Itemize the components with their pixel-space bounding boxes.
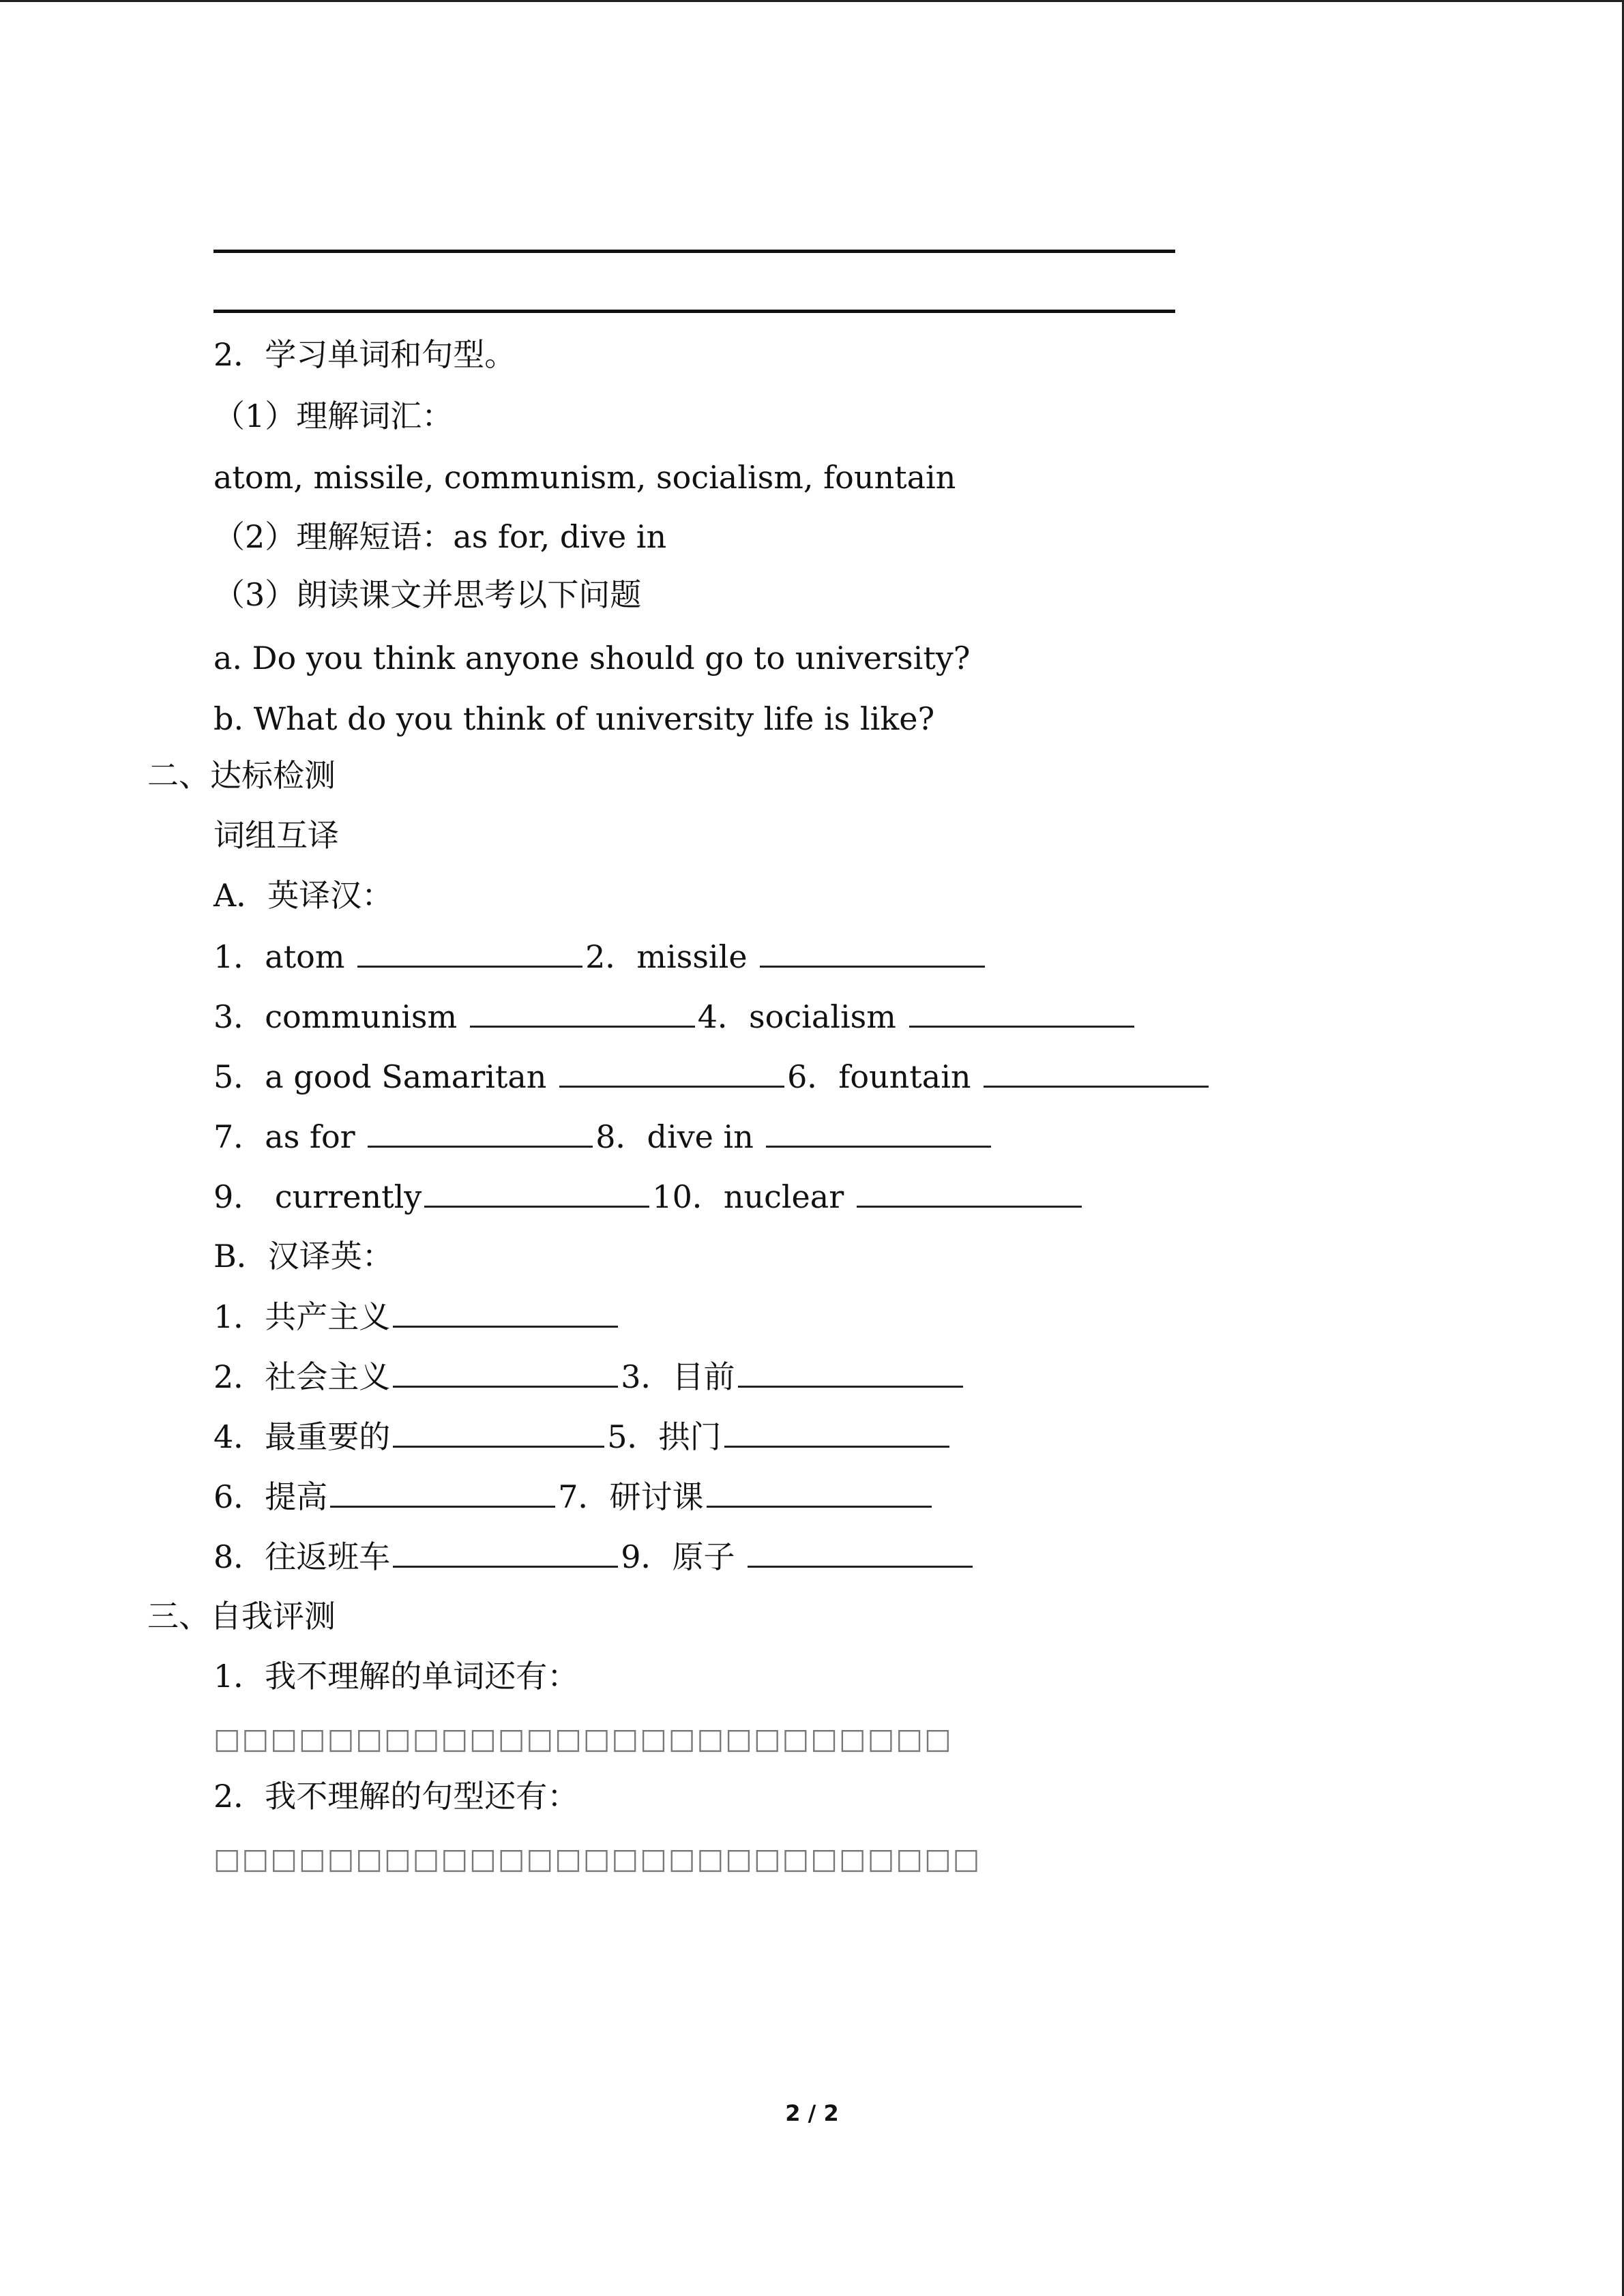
a-item: 2．missile (585, 938, 758, 975)
vocab-list: atom, missile, communism, socialism, fountain (213, 459, 956, 496)
b-item: 3．目前 (621, 1358, 735, 1395)
b-item: 5．拱门 (607, 1418, 722, 1455)
a-item: 6．fountain (787, 1058, 981, 1095)
a-row (213, 1174, 1084, 1218)
question-b: b. What do you think of university life is like? (213, 700, 935, 737)
blank-line[interactable] (760, 934, 985, 968)
question-a: a. Do you think anyone should go to university? (213, 640, 971, 676)
page-number: 2 / 2 (785, 2100, 839, 2126)
b-item: 1．共产主义 (213, 1298, 391, 1335)
blank-line[interactable] (909, 994, 1134, 1028)
a-item: 9． currently (213, 1178, 422, 1215)
intro-sub-2: （2）理解短语：as for, dive in (213, 518, 667, 555)
a-item: 8．dive in (595, 1118, 764, 1155)
a-item: 3．communism (213, 998, 467, 1035)
b-item: 6．提高 (213, 1478, 328, 1515)
b-row (213, 1534, 975, 1578)
answer-line-2 (213, 310, 1175, 313)
b-item: 7．研讨课 (558, 1478, 704, 1515)
blank-line[interactable] (393, 1354, 618, 1388)
a-item: 1．atom (213, 938, 355, 975)
section2-heading: 二、达标检测 (147, 757, 336, 794)
blank-line[interactable] (470, 994, 695, 1028)
a-item: 7．as for (213, 1118, 366, 1155)
b-item: 8．往返班车 (213, 1538, 391, 1575)
partB-label: B．汉译英： (213, 1238, 394, 1274)
blank-line[interactable] (748, 1534, 973, 1568)
blank-line[interactable] (368, 1114, 593, 1148)
blank-line[interactable] (857, 1174, 1082, 1208)
blank-line[interactable] (393, 1534, 618, 1568)
intro-item-2: 2．学习单词和句型。 (213, 336, 516, 373)
blank-line[interactable] (707, 1474, 932, 1508)
blank-line[interactable] (984, 1054, 1209, 1088)
blank-line[interactable] (559, 1054, 784, 1088)
blank-line[interactable] (357, 934, 582, 968)
b-item: 4．最重要的 (213, 1418, 391, 1455)
self-eval-q1: 1．我不理解的单词还有： (213, 1658, 579, 1695)
a-row (213, 1114, 994, 1158)
b-row (213, 1354, 966, 1398)
intro-sub-3: （3）朗读课文并思考以下问题 (213, 576, 642, 613)
blank-line[interactable] (393, 1294, 618, 1328)
section2-sub: 词组互译 (213, 817, 339, 854)
partA-label: A．英译汉： (213, 877, 394, 914)
b-item: 2．社会主义 (213, 1358, 391, 1395)
blank-line[interactable] (738, 1354, 963, 1388)
b-item: 9．原子 (621, 1538, 745, 1575)
b-row (213, 1474, 934, 1518)
a-item: 10．nuclear (652, 1178, 854, 1215)
blank-line[interactable] (766, 1114, 991, 1148)
b-row (213, 1414, 952, 1458)
a-row (213, 1054, 1211, 1098)
a-row (213, 934, 988, 978)
section3-heading: 三、自我评测 (147, 1598, 336, 1635)
b-row (213, 1294, 621, 1338)
checkbox-row-1[interactable]: □□□□□□□□□□□□□□□□□□□□□□□□□□ (213, 1722, 953, 1755)
a-item: 5．a good Samaritan (213, 1058, 557, 1095)
a-row (213, 994, 1137, 1038)
self-eval-q2: 2．我不理解的句型还有： (213, 1778, 579, 1815)
checkbox-row-2[interactable]: □□□□□□□□□□□□□□□□□□□□□□□□□□□ (213, 1842, 981, 1875)
answer-line-1 (213, 250, 1175, 253)
blank-line[interactable] (424, 1174, 649, 1208)
a-item: 4．socialism (697, 998, 906, 1035)
blank-line[interactable] (393, 1414, 604, 1448)
blank-line[interactable] (724, 1414, 949, 1448)
intro-sub-1: （1）理解词汇： (213, 398, 454, 434)
blank-line[interactable] (330, 1474, 555, 1508)
